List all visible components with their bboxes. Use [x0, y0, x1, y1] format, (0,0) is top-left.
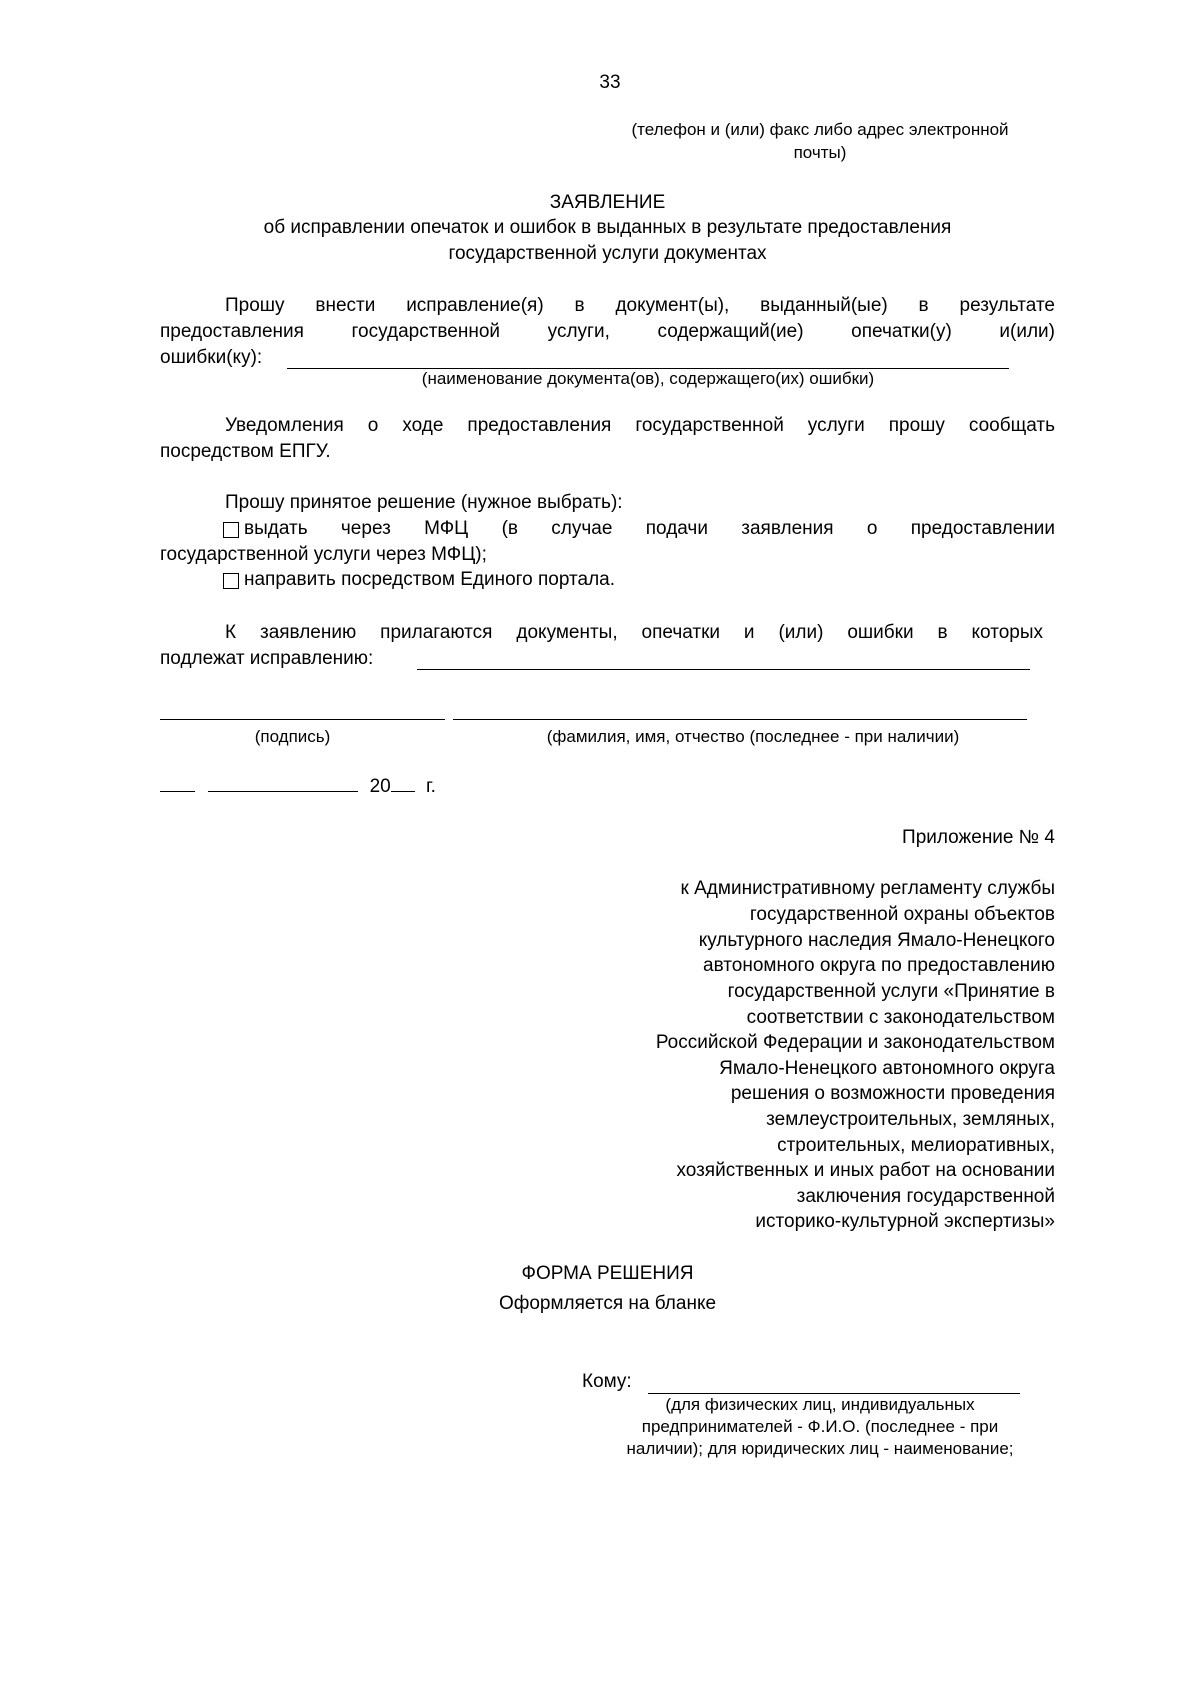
option-portal [223, 567, 615, 593]
to-caption-line: предпринимателей - Ф.И.О. (последнее - при [641, 1417, 999, 1436]
page-number: 33 [599, 72, 621, 93]
paragraph-3-line-1: Прошу принятое решение (нужное выбрать): [225, 492, 623, 513]
document-subtitle-line-1: об исправлении опечаток и ошибок в выданных в результате предоставления [263, 217, 952, 238]
to-label: Кому: [582, 1371, 632, 1392]
paragraph-4-line-1: К заявлению прилагаются документы, опечатки и (или) ошибки в которых [225, 622, 1043, 643]
appendix-line: историко-культурной экспертизы» [755, 1211, 1055, 1232]
to-caption-line: наличии); для юридических лиц - наименование; [626, 1439, 1014, 1458]
document-name-caption: (наименование документа(ов), содержащего(их) ошибки) [421, 369, 875, 388]
paragraph-2-line-2: посредством ЕПГУ. [160, 441, 331, 462]
date-month-blank [208, 791, 358, 792]
form-subtitle: Оформляется на бланке [498, 1293, 717, 1314]
attachments-blank-line [417, 669, 1030, 670]
date-line [160, 774, 436, 800]
document-subtitle-line-2: государственной услуги документах [448, 243, 767, 264]
document-title: ЗАЯВЛЕНИЕ [549, 192, 666, 213]
signature-blank-line [160, 719, 445, 720]
date-year-prefix: 20 [369, 776, 391, 797]
to-blank-line [648, 1393, 1020, 1394]
appendix-line: строительных, мелиоративных, [777, 1135, 1055, 1156]
appendix-line: соответствии с законодательством [746, 1007, 1055, 1028]
appendix-line: государственной услуги «Принятие в [727, 981, 1055, 1002]
paragraph-4-line-2: подлежат исправлению: [160, 648, 374, 669]
appendix-line: Ямало-Ненецкого автономного округа [719, 1058, 1055, 1079]
appendix-line: землеустроительных, земляных, [766, 1109, 1055, 1130]
paragraph-1-line-3: ошибки(ку): [160, 347, 263, 368]
paragraph-2-line-1: Уведомления о ходе предоставления государственной услуги прошу сообщать [225, 415, 1055, 436]
appendix-line: хозяйственных и иных работ на основании [676, 1160, 1055, 1181]
option-mfc [223, 516, 1055, 542]
option-mfc-text-line-2: государственной услуги через МФЦ); [160, 544, 487, 565]
appendix-line: культурного наследия Ямало-Ненецкого [698, 930, 1055, 951]
appendix-line: решения о возможности проведения [730, 1083, 1055, 1104]
form-title: ФОРМА РЕШЕНИЯ [521, 1263, 694, 1284]
appendix-line: к Административному регламенту службы [680, 878, 1055, 899]
header-contact-line-2: почты) [793, 143, 847, 162]
appendix-line: Российской Федерации и законодательством [655, 1032, 1055, 1053]
date-day-blank [160, 791, 195, 792]
paragraph-1-line-2: предоставления государственной услуги, содержащий(ие) опечатки(у) и(или) [160, 321, 1055, 342]
checkbox-portal[interactable] [223, 573, 239, 589]
appendix-title: Приложение № 4 [902, 827, 1055, 848]
date-suffix: г. [425, 776, 436, 797]
checkbox-mfc[interactable] [223, 522, 239, 538]
fio-blank-line [453, 719, 1027, 720]
to-caption-line: (для физических лиц, индивидуальных [665, 1395, 975, 1414]
signature-caption: (подпись) [254, 727, 331, 746]
date-year-blank [391, 791, 415, 792]
paragraph-1-line-1: Прошу внести исправление(я) в документ(ы), выданный(ые) в результате [225, 295, 1055, 316]
appendix-line: государственной охраны объектов [749, 904, 1055, 925]
appendix-line: заключения государственной [796, 1186, 1055, 1207]
header-contact-line-1: (телефон и (или) факс либо адрес электронной [631, 120, 1009, 139]
appendix-line: автономного округа по предоставлению [703, 955, 1055, 976]
option-mfc-text-line-1: выдать через МФЦ (в случае подачи заявления о предоставлении [244, 518, 1055, 539]
fio-caption: (фамилия, имя, отчество (последнее - при наличии) [546, 727, 960, 746]
option-portal-text: направить посредством Единого портала. [244, 569, 616, 590]
